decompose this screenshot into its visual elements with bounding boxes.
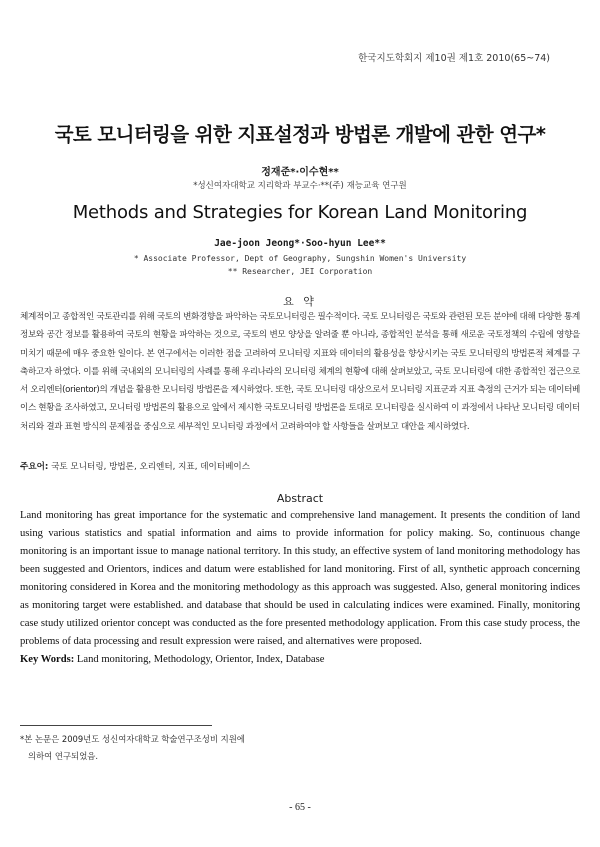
footnote-line-2: 의하여 연구되었음. — [28, 751, 99, 761]
footnote — [20, 731, 420, 765]
korean-title: 국토 모니터링을 위한 지표설정과 방법론 개발에 관한 연구* — [54, 123, 546, 146]
english-keywords-label: Key Words: — [20, 654, 75, 665]
korean-keywords — [20, 460, 580, 472]
korean-keywords-text: 국토 모니터링, 방법론, 오리엔터, 지표, 데이터베이스 — [51, 462, 250, 472]
korean-abstract-body: 체계적이고 종합적인 국토관리를 위해 국토의 변화경향을 파악하는 국토모니터링은 필수적이다. 국토 모니터링은 국토와 관련된 모든 분야에 대해 다양한 통계정보와 공간 정보를 활용하여 국토의 현황을 파악하는 것으로, 국토의 변모 양상을 알려줄 뿐 아니라, 종합적인 분석을 통해 새로운 국토정책의 수립에 영향을 미치기 때문에 매우 중요한 일이다. 본 연구에서는 이러한 점을 고려하여 모니터링 지표와 데이터의 활용성을 향상시키는 국토 모니터링의 방법론적 체계를 구축하고자 하였다. 이를 위해 국내외의 모니터링의 사례를 통해 우리나라의 모니터링 체계의 현황에 대해 살펴보았고, 국토 모니터링에 대한 종합적인 접근으로서 오리엔터(orientor)의 개념을 활용한 모니터링 방법론을 제시하였다. 또한, 국토 모니터링 대상으로서 모니터링 지표군과 지표 측정의 근거가 되는 데이터베이스 현황을 조사하였고, 모니터링 방법론의 활용으로 앞에서 제시한 국토모니터링 방법론을 토대로 모니터링을 실시하여 이 과정에서 나타난 모니터링 데이터 처리와 결과 표현 방식의 문제점을 중심으로 세부적인 모니터링 과정에서 고려하여야 할 사항들을 살펴보고 대안을 제시하였다. — [20, 312, 580, 432]
english-abstract-heading: Abstract — [276, 492, 324, 505]
footnote-line-1: *본 논문은 2009년도 성신여자대학교 학술연구조성비 지원에 — [20, 734, 245, 744]
english-title: Methods and Strategies for Korean Land Monitoring — [72, 202, 528, 223]
footnote-divider — [20, 725, 212, 726]
korean-authors: 정재준*·이수현** — [261, 167, 339, 178]
english-affiliation-2: ** Researcher, JEI Corporation — [227, 267, 373, 276]
english-keywords — [20, 654, 580, 665]
korean-affiliation: *성신여자대학교 지리학과 부교수·**(주) 재능교육 연구원 — [193, 181, 407, 191]
page-number: - 65 - — [289, 802, 311, 813]
english-abstract-body: Land monitoring has great importance for the systematic and comprehensive land management. It presents the condition of land using various statistics and spatial information and aims to provide information for policy making. So, continuous change monitoring is an important issue to manage national territory. In this study, an effective system of land monitoring methodology has been suggested and Orientors, indices and datum were established for land monitoring. First of all, synthetic approach concerning monitoring considered in Korea and the monitoring methodology as this approach was suggested. Also, general monitoring indices as monitoring target were established. and database that should be used in calculating indices were examined. Finally, monitoring case study utilized orientor concept was conducted as the fore presented methodology application. From this case study process, the problems of data processing and result expression were raised, and alternatives were proposed. — [20, 510, 580, 647]
journal-header: 한국지도학회지 제10권 제1호 2010(65~74) — [358, 53, 550, 64]
english-keywords-text: Land monitoring, Methodology, Orientor, Index, Database — [76, 654, 325, 665]
korean-keywords-label: 주요어: — [20, 462, 49, 472]
english-affiliation-1: * Associate Professor, Dept of Geography, Sungshin Women's University — [133, 254, 467, 263]
korean-abstract-heading: 요 약 — [283, 295, 317, 308]
english-authors: Jae-joon Jeong*·Soo-hyun Lee** — [214, 238, 386, 249]
